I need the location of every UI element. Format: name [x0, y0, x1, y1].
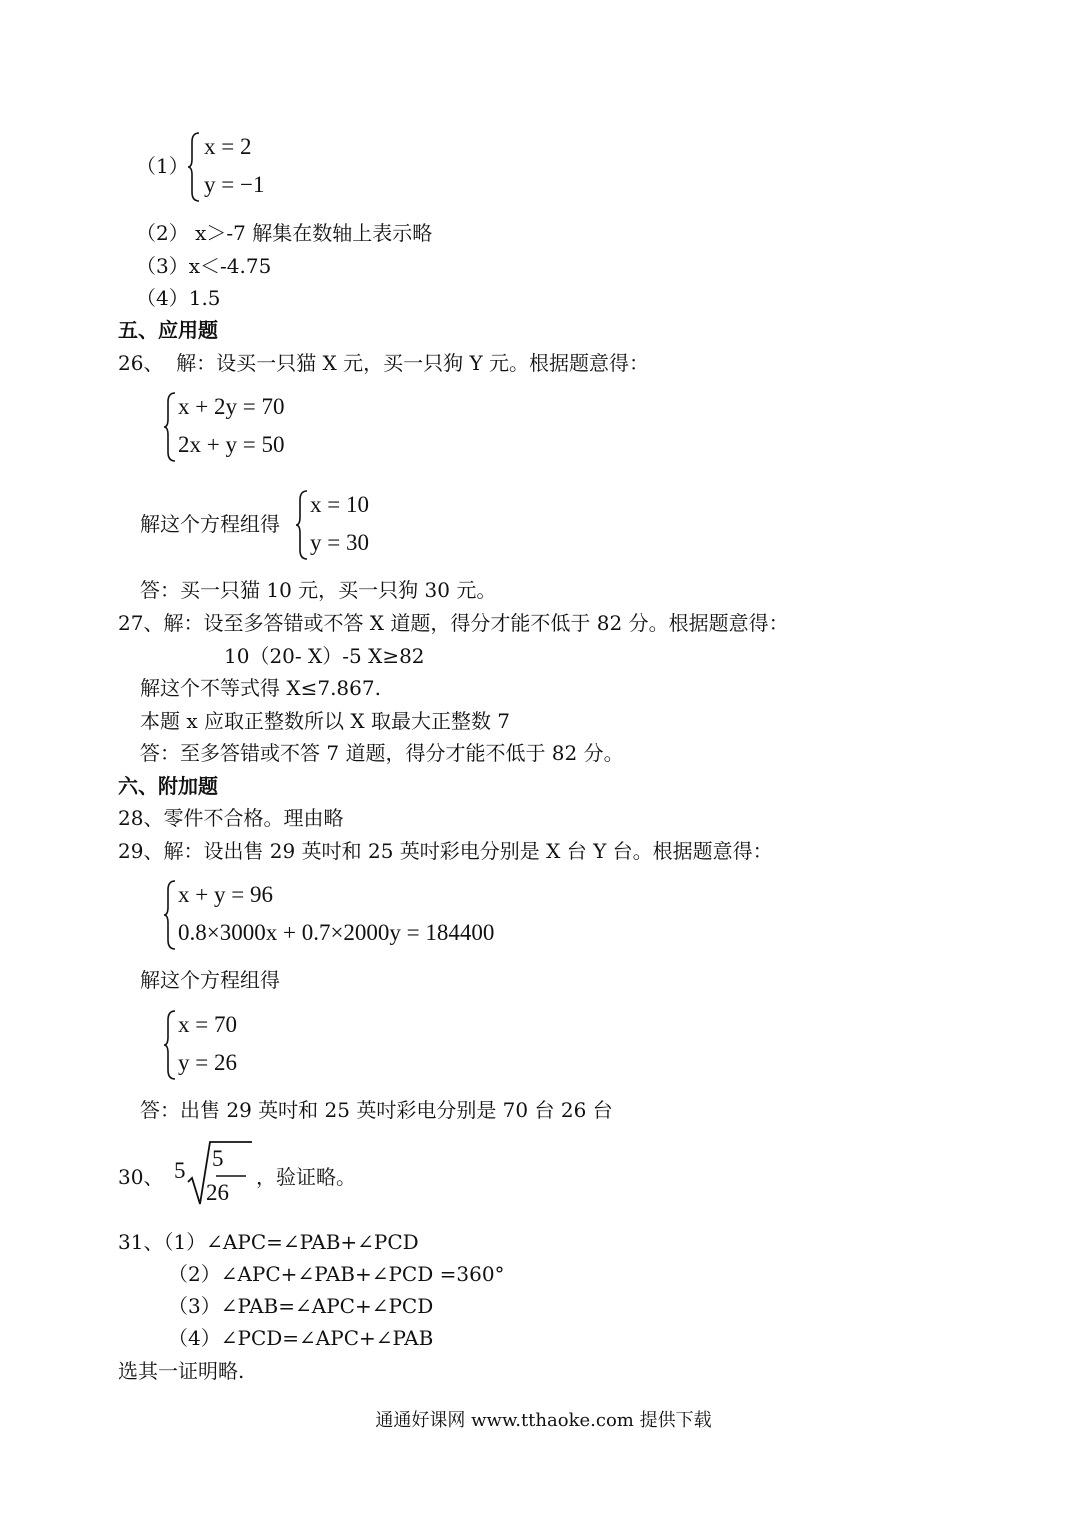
- q26-sol-y: y = 30: [310, 530, 369, 555]
- brace-icon: [186, 130, 202, 204]
- brace-icon: [162, 390, 178, 464]
- q27-answer: 答：至多答错或不答 7 道题，得分才能不低于 82 分。: [140, 741, 624, 765]
- q29-answer: 答：出售 29 英吋和 25 英吋彩电分别是 70 台 26 台: [140, 1098, 613, 1122]
- brace-icon: [162, 1008, 178, 1082]
- q30-denominator: 26: [206, 1180, 229, 1205]
- brace-icon: [162, 878, 178, 952]
- q27-intro: 27、解：设至多答错或不答 X 道题，得分才能不低于 82 分。根据题意得：: [118, 611, 789, 635]
- q26-intro: 26、 解：设买一只猫 X 元，买一只狗 Y 元。根据题意得：: [118, 351, 650, 375]
- q26-sol-x: x = 10: [310, 492, 369, 517]
- q29-system: [162, 878, 562, 952]
- q31-closing: 选其一证明略.: [118, 1359, 245, 1383]
- q4-text: （4）1.5: [136, 286, 221, 310]
- q26-solve-text: 解这个方程组得: [140, 512, 280, 536]
- q31-line-3: （3）∠PAB=∠APC+∠PCD: [168, 1294, 434, 1318]
- section5-heading: 五、应用题: [118, 318, 218, 342]
- q31-line-1: 31、（1）∠APC=∠PAB+∠PCD: [118, 1230, 419, 1254]
- q26-answer: 答：买一只猫 10 元，买一只狗 30 元。: [140, 578, 497, 602]
- brace-icon: [294, 488, 310, 562]
- q30-suffix: ，验证略。: [256, 1165, 356, 1189]
- q29-intro: 29、解：设出售 29 英吋和 25 英吋彩电分别是 X 台 Y 台。根据题意得：: [118, 839, 773, 863]
- q26-eq1: x + 2y = 70: [178, 394, 285, 419]
- q26-eq2: 2x + y = 50: [178, 432, 285, 457]
- q1-eq-y: y = −1: [204, 172, 265, 197]
- q29-eq2: 0.8×3000x + 0.7×2000y = 184400: [178, 920, 495, 945]
- q30-label: 30、: [118, 1165, 164, 1189]
- q29-solve-text: 解这个方程组得: [140, 968, 280, 992]
- q29-eq1: x + y = 96: [178, 882, 273, 907]
- q26-solution: [294, 488, 414, 562]
- q1-label: （1）: [136, 154, 189, 178]
- q27-inequality: 10（20- X）-5 X≥82: [224, 644, 425, 668]
- q29-sol-y: y = 26: [178, 1050, 237, 1075]
- q3-text: （3）x＜-4.75: [136, 254, 272, 278]
- q27-note: 本题 x 应取正整数所以 X 取最大正整数 7: [140, 709, 511, 733]
- q1-eq-x: x = 2: [204, 134, 252, 159]
- q2-text: （2） x＞-7 解集在数轴上表示略: [136, 221, 433, 245]
- q28-text: 28、零件不合格。理由略: [118, 806, 344, 830]
- section6-heading: 六、附加题: [118, 774, 218, 798]
- q31-line-2: （2）∠APC+∠PAB+∠PCD =360°: [168, 1262, 505, 1286]
- q30-numerator: 5: [212, 1146, 224, 1171]
- page-footer: 通通好课网 www.tthaoke.com 提供下载: [375, 1410, 712, 1431]
- q30-coefficient: 5: [174, 1158, 186, 1183]
- q29-sol-x: x = 70: [178, 1012, 237, 1037]
- q31-line-4: （4）∠PCD=∠APC+∠PAB: [168, 1326, 434, 1350]
- q29-solution: [162, 1008, 282, 1082]
- q27-solve: 解这个不等式得 X≤7.867.: [140, 676, 381, 700]
- q1-system: [186, 130, 306, 204]
- q30-radical-expression: [174, 1138, 264, 1210]
- q26-system: [162, 390, 362, 464]
